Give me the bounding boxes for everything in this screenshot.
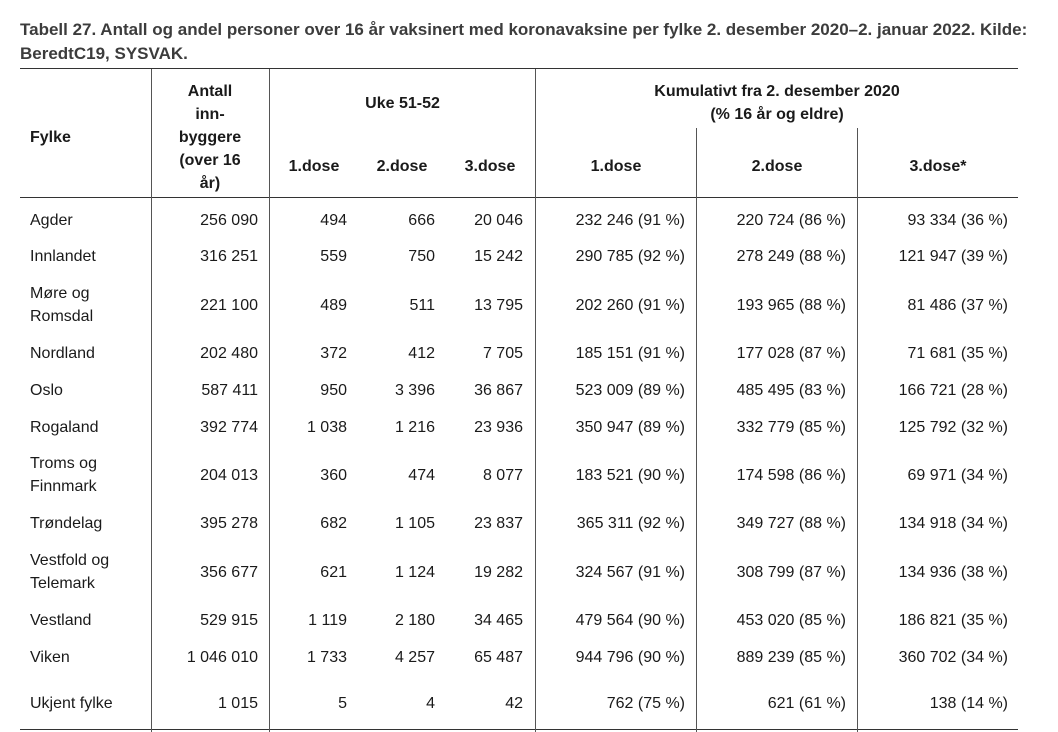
value-cell-k2: 453 020 (85 %) bbox=[736, 611, 846, 629]
fylke-line: Telemark bbox=[30, 575, 95, 592]
value-cell-k2: 177 028 (87 %) bbox=[736, 344, 846, 362]
table-caption: Tabell 27. Antall og andel personer over 16 år vaksinert med koronavaksine per fylke 2. desember 2020–2. januar 2022. Kilde: BeredtC19, SYSVAK. bbox=[20, 20, 1028, 63]
header-kum-dose1: 1.dose bbox=[590, 158, 642, 175]
value-cell-k3: 134 918 (34 %) bbox=[898, 514, 1008, 532]
value-cell-k3: 186 821 (35 %) bbox=[898, 611, 1008, 629]
header-innbyggere-line: inn- bbox=[195, 106, 225, 123]
value-cell-innb: 529 915 bbox=[200, 611, 258, 629]
fylke-line: Nordland bbox=[30, 344, 95, 362]
value-cell-u3: 34 465 bbox=[474, 611, 523, 629]
value-cell-u1: 1 119 bbox=[308, 611, 347, 629]
fylke-cell bbox=[30, 282, 93, 328]
header-rule bbox=[20, 197, 1018, 198]
value-cell-u3: 19 282 bbox=[474, 563, 523, 581]
fylke-line: Trøndelag bbox=[30, 514, 103, 532]
value-cell-u2: 4 257 bbox=[394, 648, 435, 666]
value-cell-k2: 889 239 (85 %) bbox=[736, 648, 846, 666]
value-cell-u2: 511 bbox=[409, 296, 435, 314]
header-uke-dose3: 3.dose bbox=[464, 158, 516, 175]
value-cell-innb: 392 774 bbox=[200, 418, 258, 436]
value-cell-innb: 395 278 bbox=[200, 514, 258, 532]
value-cell-innb: 256 090 bbox=[200, 211, 258, 229]
value-cell-k1: 762 (75 %) bbox=[606, 694, 685, 712]
value-cell-u1: 372 bbox=[320, 344, 347, 362]
fylke-cell bbox=[30, 646, 70, 669]
value-cell-u2: 3 396 bbox=[394, 381, 435, 399]
fylke-line: Innlandet bbox=[30, 247, 96, 265]
value-cell-u3: 15 242 bbox=[474, 247, 523, 265]
header-kumulativt-line: Kumulativt fra 2. desember 2020 bbox=[654, 83, 900, 100]
fylke-cell bbox=[30, 416, 99, 439]
value-cell-k3: 71 681 (35 %) bbox=[907, 344, 1008, 362]
value-cell-u1: 621 bbox=[320, 563, 347, 581]
value-cell-innb: 1 015 bbox=[217, 694, 258, 712]
fylke-line: Ukjent fylke bbox=[30, 694, 113, 712]
fylke-cell bbox=[30, 609, 91, 632]
header-uke-group: Uke 51-52 bbox=[365, 95, 440, 112]
header-kumulativt-line: (% 16 år og eldre) bbox=[710, 106, 844, 123]
value-cell-innb: 204 013 bbox=[200, 466, 258, 484]
value-cell-u2: 1 124 bbox=[394, 563, 435, 581]
value-cell-k2: 174 598 (86 %) bbox=[736, 466, 846, 484]
value-cell-k3: 166 721 (28 %) bbox=[898, 381, 1008, 399]
fylke-line: Vestfold og bbox=[30, 552, 110, 569]
value-cell-k1: 324 567 (91 %) bbox=[575, 563, 685, 581]
value-cell-innb: 587 411 bbox=[201, 381, 258, 399]
fylke-cell bbox=[30, 245, 96, 268]
value-cell-u2: 412 bbox=[408, 344, 435, 362]
header-innbyggere-line: (over 16 bbox=[179, 152, 241, 169]
fylke-cell bbox=[30, 452, 97, 498]
value-cell-u1: 559 bbox=[320, 247, 347, 265]
value-cell-u2: 1 216 bbox=[394, 418, 435, 436]
value-cell-k1: 523 009 (89 %) bbox=[575, 381, 685, 399]
value-cell-u1: 494 bbox=[320, 211, 347, 229]
value-cell-u2: 666 bbox=[408, 211, 435, 229]
fylke-line: Oslo bbox=[30, 381, 63, 399]
value-cell-u2: 4 bbox=[426, 694, 435, 712]
value-cell-k3: 81 486 (37 %) bbox=[907, 296, 1008, 314]
value-cell-u1: 360 bbox=[320, 466, 347, 484]
value-cell-k3: 138 (14 %) bbox=[929, 694, 1008, 712]
value-cell-u1: 1 733 bbox=[306, 648, 347, 666]
value-cell-k3: 121 947 (39 %) bbox=[898, 247, 1008, 265]
value-cell-k2: 485 495 (83 %) bbox=[736, 381, 846, 399]
header-innbyggere-line: år) bbox=[199, 175, 221, 192]
fylke-cell bbox=[30, 342, 95, 365]
value-cell-k1: 185 151 (91 %) bbox=[575, 344, 685, 362]
bottom-rule bbox=[20, 729, 1018, 730]
value-cell-innb: 221 100 bbox=[200, 296, 258, 314]
fylke-line: Rogaland bbox=[30, 418, 99, 436]
header-kum-dose2: 2.dose bbox=[751, 158, 803, 175]
header-uke-dose2: 2.dose bbox=[376, 158, 428, 175]
header-innbyggere-line: Antall bbox=[187, 83, 233, 100]
value-cell-k2: 332 779 (85 %) bbox=[736, 418, 846, 436]
value-cell-k2: 308 799 (87 %) bbox=[736, 563, 846, 581]
value-cell-k1: 183 521 (90 %) bbox=[575, 466, 685, 484]
fylke-cell bbox=[30, 512, 102, 535]
value-cell-u1: 682 bbox=[320, 514, 347, 532]
value-cell-innb: 202 480 bbox=[200, 344, 258, 362]
value-cell-k1: 350 947 (89 %) bbox=[575, 418, 685, 436]
header-fylke: Fylke bbox=[30, 129, 71, 146]
value-cell-k3: 69 971 (34 %) bbox=[907, 466, 1008, 484]
header-kumulativt-group bbox=[536, 80, 1018, 126]
fylke-line: Agder bbox=[30, 211, 73, 229]
value-cell-u3: 23 837 bbox=[474, 514, 523, 532]
value-cell-u2: 1 105 bbox=[394, 514, 435, 532]
fylke-line: Romsdal bbox=[30, 308, 94, 325]
value-cell-u2: 474 bbox=[408, 466, 435, 484]
value-cell-k2: 621 (61 %) bbox=[767, 694, 846, 712]
value-cell-k2: 278 249 (88 %) bbox=[736, 247, 846, 265]
value-cell-k2: 349 727 (88 %) bbox=[736, 514, 846, 532]
fylke-line: Finnmark bbox=[30, 478, 97, 495]
value-cell-u3: 65 487 bbox=[474, 648, 523, 666]
value-cell-k3: 134 936 (38 %) bbox=[898, 563, 1008, 581]
fylke-line: Møre og bbox=[30, 285, 90, 302]
header-uke-dose1: 1.dose bbox=[288, 158, 340, 175]
value-cell-u2: 2 180 bbox=[394, 611, 435, 629]
value-cell-u3: 13 795 bbox=[474, 296, 523, 314]
value-cell-u3: 20 046 bbox=[474, 211, 523, 229]
value-cell-k1: 479 564 (90 %) bbox=[575, 611, 685, 629]
value-cell-k3: 125 792 (32 %) bbox=[898, 418, 1008, 436]
value-cell-k3: 360 702 (34 %) bbox=[898, 648, 1008, 666]
fylke-line: Viken bbox=[30, 648, 70, 666]
value-cell-u3: 42 bbox=[505, 694, 523, 712]
value-cell-u1: 950 bbox=[320, 381, 347, 399]
header-kum-dose3: 3.dose* bbox=[909, 158, 967, 175]
value-cell-k3: 93 334 (36 %) bbox=[907, 211, 1008, 229]
fylke-line: Vestland bbox=[30, 611, 92, 629]
value-cell-innb: 316 251 bbox=[200, 247, 258, 265]
value-cell-u1: 1 038 bbox=[306, 418, 347, 436]
value-cell-u1: 489 bbox=[320, 296, 347, 314]
value-cell-u2: 750 bbox=[408, 247, 435, 265]
fylke-line: Troms og bbox=[30, 455, 97, 472]
header-innbyggere bbox=[152, 80, 268, 195]
value-cell-u3: 23 936 bbox=[474, 418, 523, 436]
value-cell-k1: 290 785 (92 %) bbox=[575, 247, 685, 265]
value-cell-innb: 1 046 010 bbox=[186, 648, 258, 666]
fylke-cell bbox=[30, 209, 73, 232]
value-cell-k1: 944 796 (90 %) bbox=[575, 648, 685, 666]
value-cell-u3: 7 705 bbox=[482, 344, 523, 362]
value-cell-k1: 202 260 (91 %) bbox=[575, 296, 685, 314]
value-cell-u1: 5 bbox=[338, 694, 347, 712]
value-cell-innb: 356 677 bbox=[200, 563, 258, 581]
value-cell-u3: 36 867 bbox=[474, 381, 523, 399]
value-cell-k2: 220 724 (86 %) bbox=[736, 211, 846, 229]
value-cell-k2: 193 965 (88 %) bbox=[736, 296, 846, 314]
value-cell-u3: 8 077 bbox=[482, 466, 523, 484]
top-rule bbox=[20, 68, 1018, 69]
header-innbyggere-line: byggere bbox=[178, 129, 242, 146]
value-cell-k1: 232 246 (91 %) bbox=[575, 211, 685, 229]
value-cell-k1: 365 311 (92 %) bbox=[576, 514, 685, 532]
fylke-cell bbox=[30, 379, 63, 402]
